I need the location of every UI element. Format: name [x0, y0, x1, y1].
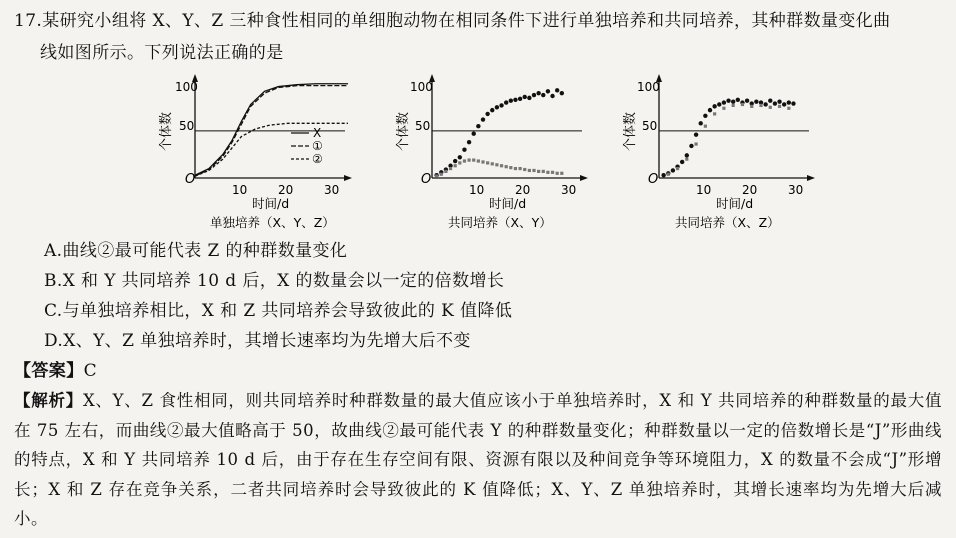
- point-x: [708, 108, 712, 112]
- ytick-100: 100: [410, 80, 433, 94]
- point-x: [689, 144, 693, 148]
- ytick-50: 50: [415, 119, 431, 133]
- point-x: [787, 100, 791, 104]
- point-x: [736, 98, 740, 102]
- point-x: [722, 100, 726, 104]
- point-x: [745, 99, 749, 103]
- point-y: [509, 166, 512, 169]
- option-c: C.与单独培养相比，X 和 Z 共同培养会导致彼此的 K 值降低: [44, 301, 513, 321]
- point-z: [685, 158, 688, 161]
- point-y: [546, 171, 549, 174]
- point-y: [560, 172, 563, 175]
- point-z: [732, 104, 735, 107]
- xtick-10: 10: [469, 183, 485, 197]
- point-x: [555, 88, 559, 92]
- point-x: [472, 132, 476, 136]
- point-x: [541, 93, 545, 97]
- point-x: [485, 112, 489, 116]
- figure-graphs: [0, 66, 956, 231]
- point-z: [722, 107, 725, 110]
- point-z: [787, 107, 790, 110]
- question-line-1: 17.某研究小组将 X、Y、Z 三种食性相同的单细胞动物在相同条件下进行单独培养和共同培养，其种群数量变化曲: [14, 11, 891, 31]
- origin: O: [648, 172, 659, 187]
- ytick-50: 50: [179, 119, 195, 133]
- option-d: D.X、Y、Z 单独培养时，其增长速率均为先增大后不变: [44, 331, 471, 351]
- point-z: [769, 106, 772, 109]
- answer-value: C: [83, 361, 98, 381]
- point-y: [435, 175, 438, 178]
- point-y: [500, 164, 503, 167]
- point-x: [685, 153, 689, 157]
- point-x: [550, 94, 554, 98]
- point-z: [676, 167, 679, 170]
- point-x: [726, 99, 730, 103]
- question-line-2: 线如图所示。下列说法正确的是: [40, 43, 284, 63]
- point-x: [777, 99, 781, 103]
- point-x: [671, 168, 675, 172]
- xtick-30: 30: [561, 183, 577, 197]
- point-x: [712, 104, 716, 108]
- point-y: [472, 158, 475, 161]
- point-z: [750, 105, 753, 108]
- legend-1: ①: [312, 139, 323, 153]
- point-y: [528, 169, 531, 172]
- panel-co-culture-xy: [395, 74, 588, 230]
- answer: [14, 356, 97, 381]
- point-x: [791, 101, 795, 105]
- point-x: [536, 91, 540, 95]
- point-y: [463, 159, 466, 162]
- point-x: [495, 105, 499, 109]
- point-x: [782, 102, 786, 106]
- point-x: [532, 93, 536, 97]
- point-x: [560, 91, 564, 95]
- point-x: [527, 96, 531, 100]
- point-x: [763, 102, 767, 106]
- point-y: [523, 168, 526, 171]
- point-x: [481, 117, 485, 121]
- point-x: [504, 100, 508, 104]
- point-x: [462, 148, 466, 152]
- point-x: [476, 124, 480, 128]
- point-x: [490, 108, 494, 112]
- panel-co-culture-xz: [622, 74, 815, 230]
- option-b: B.X 和 Y 共同培养 10 d 后，X 的数量会以一定的倍数增长: [44, 271, 505, 291]
- point-y: [551, 171, 554, 174]
- legend-x: X: [313, 126, 322, 140]
- point-y: [481, 160, 484, 163]
- point-y: [532, 169, 535, 172]
- xlabel: 时间/d: [252, 196, 290, 211]
- legend-2: ②: [312, 152, 323, 166]
- point-x: [717, 102, 721, 106]
- point-y: [518, 167, 521, 170]
- xtick-20: 20: [515, 183, 531, 197]
- point-x: [694, 132, 698, 136]
- ytick-100: 100: [175, 80, 198, 94]
- point-z: [694, 142, 697, 145]
- xtick-20: 20: [278, 183, 294, 197]
- point-y: [444, 170, 447, 173]
- xtick-30: 30: [788, 183, 804, 197]
- xtick-20: 20: [742, 183, 758, 197]
- xtick-10: 10: [232, 183, 248, 197]
- option-a: A.曲线②最可能代表 Z 的种群数量变化: [44, 241, 348, 261]
- xtick-30: 30: [324, 183, 340, 197]
- point-x: [499, 103, 503, 107]
- ytick-50: 50: [642, 119, 658, 133]
- point-x: [467, 140, 471, 144]
- point-y: [514, 167, 517, 170]
- chart-title: 共同培养（X、Z）: [675, 215, 780, 230]
- point-y: [486, 161, 489, 164]
- point-y: [449, 167, 452, 170]
- point-x: [773, 101, 777, 105]
- xlabel: 时间/d: [716, 196, 754, 211]
- point-z: [778, 105, 781, 108]
- xlabel: 时间/d: [489, 196, 527, 211]
- xtick-10: 10: [696, 183, 712, 197]
- point-y: [542, 170, 545, 173]
- point-x: [546, 89, 550, 93]
- point-z: [713, 112, 716, 115]
- series-line-1: [195, 84, 348, 175]
- point-x: [453, 159, 457, 163]
- point-x: [518, 97, 522, 101]
- point-x: [731, 99, 735, 103]
- point-x: [458, 155, 462, 159]
- point-z: [741, 103, 744, 106]
- analysis-label: 【解析】: [14, 391, 83, 410]
- point-y: [477, 159, 480, 162]
- point-x: [523, 95, 527, 99]
- ytick-100: 100: [637, 80, 660, 94]
- point-z: [759, 104, 762, 107]
- point-y: [537, 170, 540, 173]
- point-y: [491, 162, 494, 165]
- point-x: [509, 99, 513, 103]
- point-y: [458, 161, 461, 164]
- analysis: [14, 386, 942, 534]
- answer-label: 【答案】: [14, 361, 84, 381]
- point-z: [667, 173, 670, 176]
- point-y: [440, 173, 443, 176]
- point-x: [661, 173, 665, 177]
- point-y: [495, 163, 498, 166]
- point-x: [754, 99, 758, 103]
- origin: O: [421, 172, 432, 187]
- point-x: [699, 121, 703, 125]
- point-y: [556, 172, 559, 175]
- origin: O: [185, 172, 196, 187]
- point-y: [467, 158, 470, 161]
- point-x: [703, 114, 707, 118]
- ylabel: 个体数: [623, 111, 638, 151]
- point-x: [513, 98, 517, 102]
- chart-title: 单独培养（X、Y、Z）: [210, 215, 335, 230]
- point-z: [704, 125, 707, 128]
- point-x: [680, 160, 684, 164]
- panel-single-culture: [158, 74, 352, 230]
- analysis-text: X、Y、Z 食性相同，则共同培养时种群数量的最大值应该小于单独培养时，X 和 Y 共同培养的种群数量的最大值在 75 左右，而曲线②最大值略高于 50，故曲线②最可能代表 Y 的种群数量变化；种群数量以一定的倍数增长是“J”形曲线的特点，X 和 Y 共同培养 10 d 后，由于存在生存空间有限、资源有限以及种间竞争等环境阻力，X 的数量不会成“J”形增长；X 和 Z 存在竞争关系，二者共同培养时会导致彼此的 K 值降低；X、Y、Z 单独培养时，其增长速率均为先增大后减小。: [14, 391, 942, 528]
- chart-title: 共同培养（X、Y）: [448, 215, 552, 230]
- point-x: [768, 99, 772, 103]
- point-y: [505, 165, 508, 168]
- point-y: [454, 164, 457, 167]
- ylabel: 个体数: [159, 111, 174, 151]
- ylabel: 个体数: [396, 111, 411, 151]
